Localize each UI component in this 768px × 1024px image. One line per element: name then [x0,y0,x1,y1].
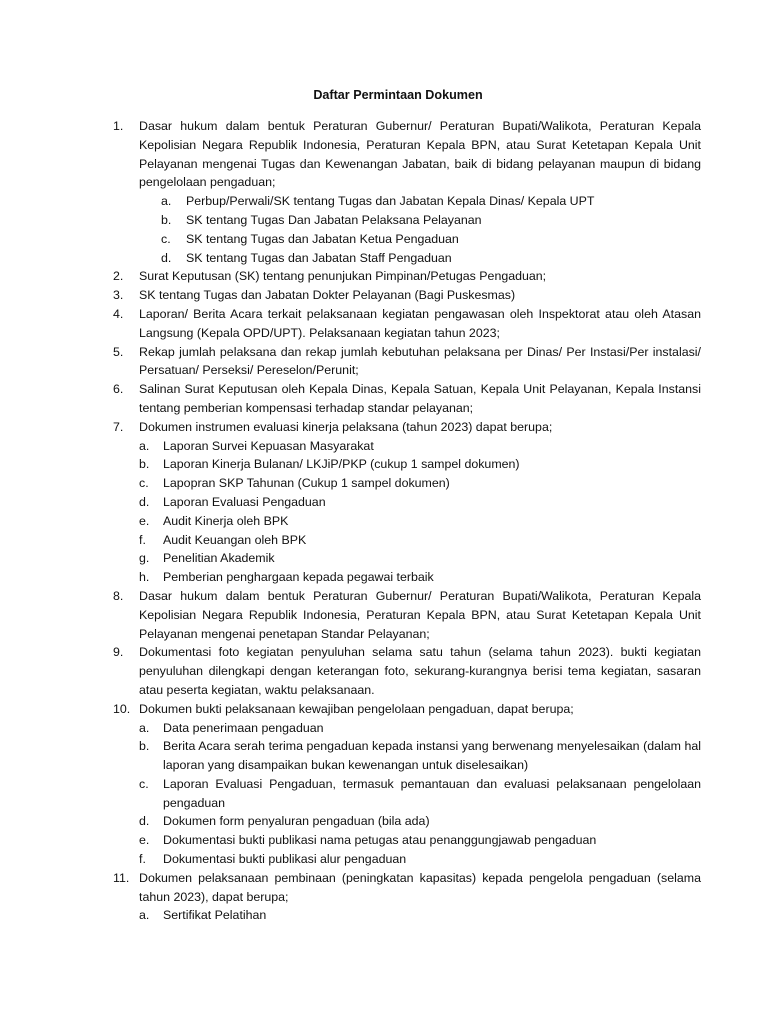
sub-item-text: Dokumentasi bukti publikasi alur pengaduan [163,852,407,867]
item-number: 5. [113,344,124,359]
sub-list [139,192,701,267]
sub-item-text: SK tentang Tugas dan Jabatan Ketua Pengaduan [186,231,459,246]
sub-item-letter: h. [139,570,150,585]
sub-item [0,850,701,869]
sub-item-text: Penelitian Akademik [163,551,275,566]
list-item [0,267,768,286]
request-list [0,117,768,925]
sub-item-letter: a. [139,438,150,453]
sub-item-letter: g. [139,551,150,566]
item-number: 3. [113,288,124,303]
item-number: 8. [113,588,124,603]
list-item [0,286,768,305]
sub-item [0,831,701,850]
sub-item-letter: c. [139,776,149,791]
sub-item-text: SK tentang Tugas Dan Jabatan Pelaksana Pelayanan [186,212,482,227]
sub-item [0,531,701,550]
item-number: 10. [113,701,131,716]
sub-list [0,719,701,869]
list-item [0,343,768,381]
sub-item [0,549,701,568]
sub-item-letter: e. [139,833,150,848]
list-item [0,380,768,418]
sub-item [0,719,701,738]
list-item [0,305,768,343]
sub-item-text: Data penerimaan pengaduan [163,720,324,735]
sub-item [0,775,701,813]
sub-list [0,437,701,587]
item-number: 4. [113,306,124,321]
sub-item [0,437,701,456]
sub-item [0,906,701,925]
sub-item-letter: a. [161,194,172,209]
sub-item-text: Laporan Evaluasi Pengaduan, termasuk pemantauan dan evaluasi pelaksanaan pengelolaan pengaduan [163,776,701,810]
item-number: 2. [113,269,124,284]
sub-item-letter: f. [139,852,146,867]
sub-item-text: Laporan Evaluasi Pengaduan [163,494,326,509]
sub-item-letter: c. [139,476,149,491]
item-number: 6. [113,382,124,397]
sub-item-text: Dokumen form penyaluran pengaduan (bila ada) [163,814,430,829]
sub-item [0,812,701,831]
item-text: Dokumen pelaksanaan pembinaan (peningkatan kapasitas) kepada pengelola pengaduan (selama tahun 2023), dapat berupa; [139,870,701,904]
sub-item-text: Dokumentasi bukti publikasi nama petugas atau penanggungjawab pengaduan [163,833,597,848]
sub-item-letter: d. [139,494,150,509]
document-title: Daftar Permintaan Dokumen [313,88,483,102]
item-text: Dasar hukum dalam bentuk Peraturan Gubernur/ Peraturan Bupati/Walikota, Peraturan Kepala Kepolisian Negara Republik Indonesia, Peraturan Kepala BPN, atau Surat Ketetapan Kepala Unit Pelayanan mengenai penetapan Standar Pelayanan; [139,588,701,641]
sub-item [0,568,701,587]
sub-item-letter: b. [139,739,150,754]
sub-item-text: Laporan Survei Kepuasan Masyarakat [163,438,374,453]
sub-item-text: SK tentang Tugas dan Jabatan Staff Pengaduan [186,250,452,265]
sub-item-text: Berita Acara serah terima pengaduan kepada instansi yang berwenang menyelesaikan (dalam hal laporan yang disampaikan bukan kewenangan untuk diselesaikan) [163,739,701,773]
sub-item-text: Pemberian penghargaan kepada pegawai terbaik [163,570,434,585]
sub-item-text: Laporan Kinerja Bulanan/ LKJiP/PKP (cukup 1 sampel dokumen) [163,457,520,472]
item-number: 9. [113,645,124,660]
list-item [0,117,768,267]
sub-item-text: Sertifikat Pelatihan [163,908,267,923]
sub-item-letter: b. [161,212,172,227]
sub-item [0,474,701,493]
sub-item-letter: d. [139,814,150,829]
sub-item [139,211,701,230]
list-item [0,418,768,587]
sub-item-letter: e. [139,513,150,528]
sub-item [139,192,701,211]
list-item [0,587,768,643]
list-item [0,643,768,699]
sub-item [0,455,701,474]
item-text: Dokumentasi foto kegiatan penyuluhan selama satu tahun (selama tahun 2023). bukti kegiatan penyuluhan dilengkapi dengan keterangan foto, sekurang-kurangnya berisi tema kegiatan, sasaran atau peserta kegiatan, waktu pelaksanaan. [139,645,701,697]
list-item [0,869,768,925]
sub-item [0,737,701,775]
item-text: Rekap jumlah pelaksana dan rekap jumlah kebutuhan pelaksana per Dinas/ Per Instasi/Per instalasi/ Persatuan/ Perseksi/ Pereselon/Perunit; [139,344,701,378]
sub-list [0,906,701,925]
item-number: 1. [113,119,124,133]
item-number: 7. [113,419,124,434]
item-text: SK tentang Tugas dan Jabatan Dokter Pelayanan (Bagi Puskesmas) [139,288,516,303]
list-item [0,700,768,869]
sub-item-text: Audit Kinerja oleh BPK [163,513,289,528]
sub-item [139,249,701,268]
sub-item [139,230,701,249]
sub-item-text: Audit Keuangan oleh BPK [163,532,307,547]
item-text: Surat Keputusan (SK) tentang penunjukan Pimpinan/Petugas Pengaduan; [139,269,547,284]
sub-item-text: Lapopran SKP Tahunan (Cukup 1 sampel dokumen) [163,476,450,491]
sub-item-text: Perbup/Perwali/SK tentang Tugas dan Jabatan Kepala Dinas/ Kepala UPT [186,194,595,209]
sub-item-letter: b. [139,457,150,472]
sub-item-letter: a. [139,908,150,923]
sub-item-letter: d. [161,250,172,265]
sub-item-letter: f. [139,532,146,547]
item-text: Dokumen instrumen evaluasi kinerja pelaksana (tahun 2023) dapat berupa; [139,419,553,434]
item-text: Salinan Surat Keputusan oleh Kepala Dinas, Kepala Satuan, Kepala Unit Pelayanan, Kepala Instansi tentang pemberian kompensasi terhadap standar pelayanan; [139,382,701,415]
item-text: Dokumen bukti pelaksanaan kewajiban pengelolaan pengaduan, dapat berupa; [139,701,574,716]
sub-item [0,512,701,531]
item-number: 11. [113,870,130,885]
item-text: Laporan/ Berita Acara terkait pelaksanaan kegiatan pengawasan oleh Inspektorat atau oleh Atasan Langsung (Kepala OPD/UPT). Pelaksanaan kegiatan tahun 2023; [139,306,701,340]
item-text: Dasar hukum dalam bentuk Peraturan Gubernur/ Peraturan Bupati/Walikota, Peraturan Kepala Kepolisian Negara Republik Indonesia, Peraturan Kepala BPN, atau Surat Ketetapan Kepala Unit Pelayanan mengenai Tugas dan Kewenangan Jabatan, baik di bidang pelayanan maupun di bidang pengelolaan pengaduan; [139,119,701,190]
sub-item-letter: c. [161,231,171,246]
sub-item-letter: a. [139,720,150,735]
sub-item [0,493,701,512]
